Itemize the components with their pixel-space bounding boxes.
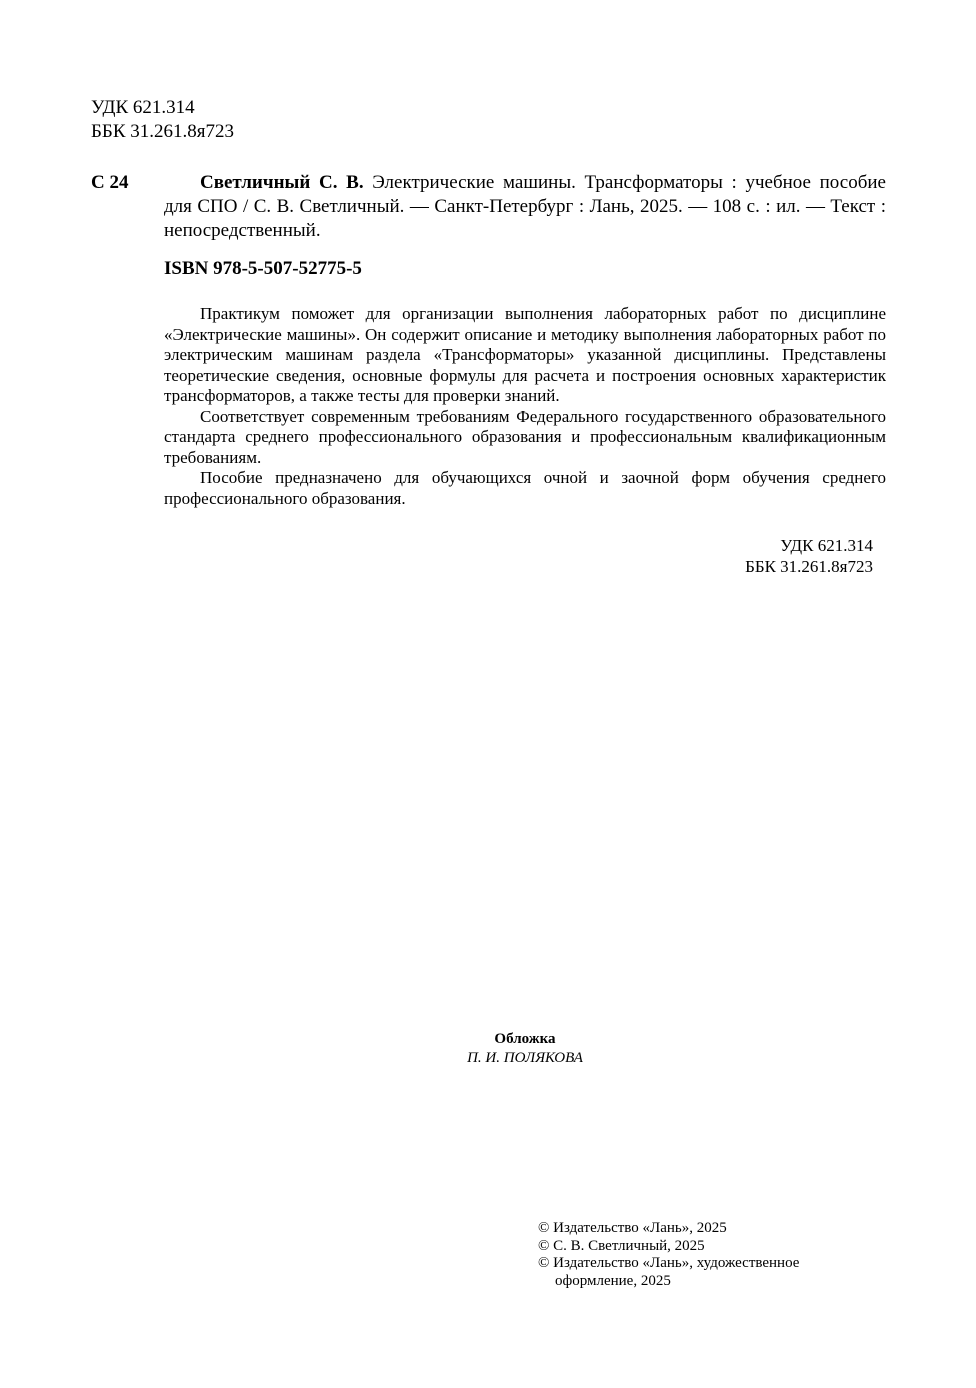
book-description: Электрические машины. Трансформаторы : учебное пособие для СПО / С. В. Светличный. — Санкт-Петербург : Лань, 2025. — 108 с. : ил. — Текст : непосредственный. (164, 172, 886, 241)
udk-code: УДК 621.314 (91, 97, 195, 118)
cover-designer: П. И. ПОЛЯКОВА (467, 1050, 583, 1066)
cover-credit (0, 1030, 976, 1068)
udk-code: УДК 621.314 (780, 536, 873, 555)
bbk-code: ББК 31.261.8я723 (745, 557, 873, 576)
annotation-paragraph: Соответствует современным требованиям Федерального государственного образовательного стандарта среднего профессионального образования и профессиональным квалификационным требованиям. (164, 406, 886, 467)
footer-classification-codes (745, 535, 873, 577)
annotation-paragraph: Пособие предназначено для обучающихся очной и заочной форм обучения среднего профессионального образования. (164, 468, 886, 508)
copyright-block (538, 1220, 799, 1290)
copyright-line: оформление, 2025 (555, 1272, 671, 1289)
annotation (164, 304, 886, 509)
header-classification-codes (91, 96, 234, 144)
copyright-line: © С. В. Светличный, 2025 (538, 1237, 705, 1254)
isbn: ISBN 978-5-507-52775-5 (164, 258, 362, 279)
author-mark: С 24 (91, 172, 129, 193)
bbk-code: ББК 31.261.8я723 (91, 121, 234, 142)
author-name: Светличный С. В. (200, 172, 364, 193)
bibliographic-description (164, 171, 886, 243)
cover-label: Обложка (494, 1031, 556, 1047)
copyright-line: © Издательство «Лань», 2025 (538, 1220, 727, 1236)
annotation-paragraph: Практикум поможет для организации выполнения лабораторных работ по дисциплине «Электрические машины». Он содержит описание и методику выполнения лабораторных работ по электрическим машинам раздела «Трансформаторы» указанной дисциплины. Представлены теоретические сведения, основные формулы для расчета и построения основных характеристик трансформаторов, а также тесты для проверки знаний. (164, 304, 886, 405)
copyright-line: © Издательство «Лань», художественное (538, 1255, 800, 1271)
